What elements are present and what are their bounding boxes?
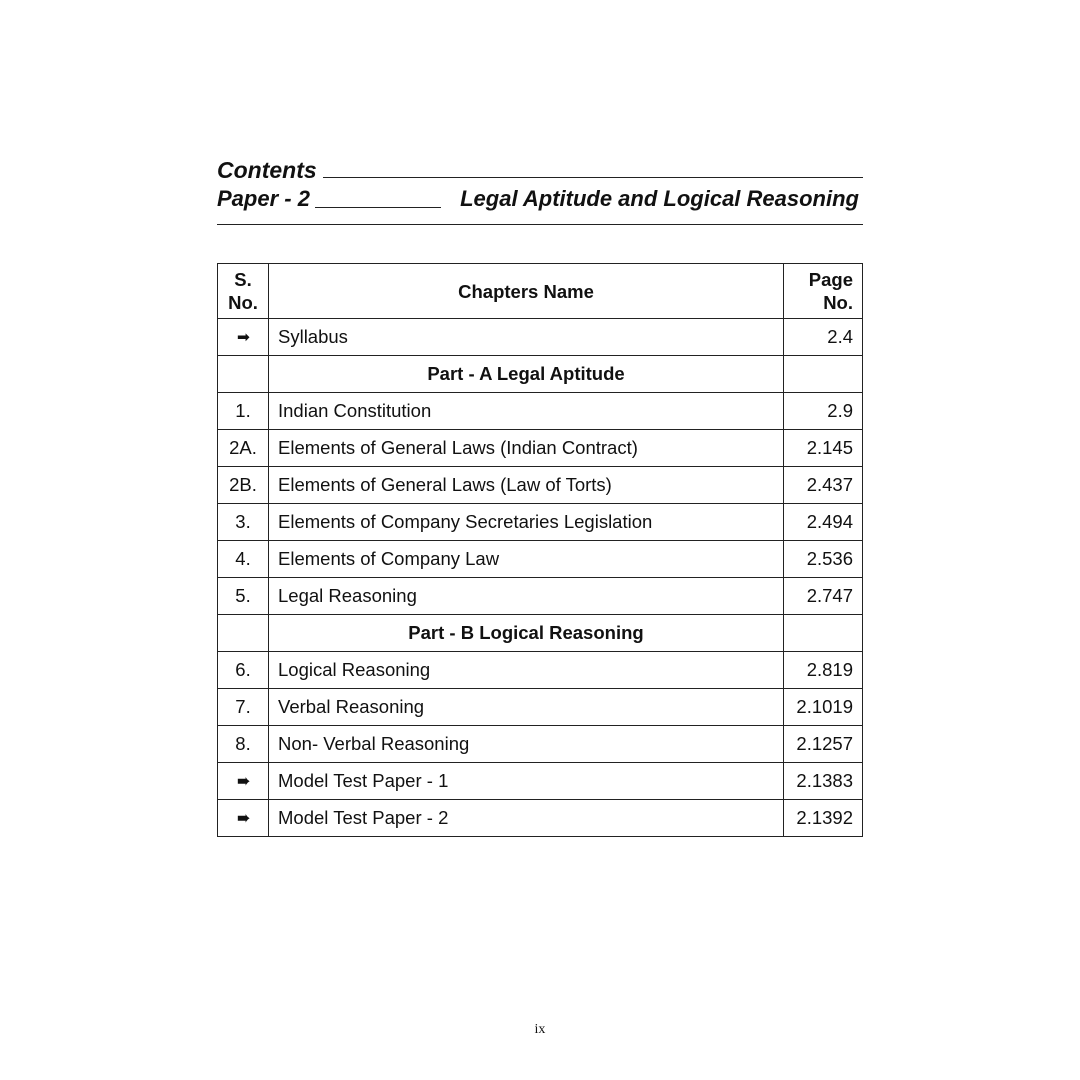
paper-label: Paper - 2 xyxy=(217,186,310,211)
chapter-name: Elements of Company Law xyxy=(269,541,784,578)
contents-title: Contents xyxy=(217,157,317,183)
table-row xyxy=(218,726,863,763)
chapter-name: Elements of Company Secretaries Legislation xyxy=(269,504,784,541)
table-row xyxy=(218,430,863,467)
page-number-cell: 2.4 xyxy=(784,319,863,356)
paper-fill-line xyxy=(315,207,441,208)
table-row xyxy=(218,504,863,541)
chapter-name: Syllabus xyxy=(269,319,784,356)
chapter-name: Verbal Reasoning xyxy=(269,689,784,726)
section-row xyxy=(218,615,863,652)
serial-number: 6. xyxy=(218,652,269,689)
table-row xyxy=(218,393,863,430)
page-number-cell: 2.1019 xyxy=(784,689,863,726)
serial-number: 5. xyxy=(218,578,269,615)
page-number-cell: 2.1257 xyxy=(784,726,863,763)
chapter-name: Model Test Paper - 2 xyxy=(269,800,784,837)
table-row xyxy=(218,689,863,726)
contents-fill-line xyxy=(323,177,863,178)
page-number-cell: 2.437 xyxy=(784,467,863,504)
page-number-cell: 2.747 xyxy=(784,578,863,615)
table-row xyxy=(218,541,863,578)
table-body xyxy=(218,319,863,837)
page-number: ix xyxy=(534,1022,546,1037)
serial-number: 7. xyxy=(218,689,269,726)
table-row xyxy=(218,763,863,800)
chapter-name: Model Test Paper - 1 xyxy=(269,763,784,800)
page-number-cell: 2.494 xyxy=(784,504,863,541)
chapter-name: Elements of General Laws (Indian Contract) xyxy=(269,430,784,467)
serial-number: 3. xyxy=(218,504,269,541)
page-number-cell: 2.819 xyxy=(784,652,863,689)
section-sno-cell xyxy=(218,356,269,393)
chapter-name: Logical Reasoning xyxy=(269,652,784,689)
contents-table xyxy=(217,263,863,837)
page-number-cell: 2.1392 xyxy=(784,800,863,837)
table-row xyxy=(218,800,863,837)
arrow-icon: ➠ xyxy=(218,800,269,837)
section-title: Part - A Legal Aptitude xyxy=(269,356,784,393)
table-row xyxy=(218,319,863,356)
page-header-line2: No. xyxy=(823,292,853,313)
table-row xyxy=(218,652,863,689)
chapter-name: Elements of General Laws (Law of Torts) xyxy=(269,467,784,504)
page-number-cell: 2.9 xyxy=(784,393,863,430)
table-row xyxy=(218,578,863,615)
serial-number: 1. xyxy=(218,393,269,430)
page-header-line1: Page xyxy=(808,269,853,290)
page-number-cell: 2.145 xyxy=(784,430,863,467)
chapter-header: Chapters Name xyxy=(269,264,784,319)
section-title: Part - B Logical Reasoning xyxy=(269,615,784,652)
sno-header xyxy=(218,264,269,319)
paper-subject: Legal Aptitude and Logical Reasoning xyxy=(460,186,859,211)
serial-number: 2B. xyxy=(218,467,269,504)
sno-header-line1: S. xyxy=(234,269,252,290)
header-divider xyxy=(217,224,863,225)
page-number-cell: 2.1383 xyxy=(784,763,863,800)
page-header xyxy=(784,264,863,319)
section-page-cell xyxy=(784,615,863,652)
serial-number: 4. xyxy=(218,541,269,578)
chapter-name: Indian Constitution xyxy=(269,393,784,430)
table-header-row xyxy=(218,264,863,319)
arrow-icon: ➟ xyxy=(218,319,269,356)
arrow-icon: ➠ xyxy=(218,763,269,800)
page-number-cell: 2.536 xyxy=(784,541,863,578)
chapter-name: Legal Reasoning xyxy=(269,578,784,615)
table-row xyxy=(218,467,863,504)
serial-number: 2A. xyxy=(218,430,269,467)
section-sno-cell xyxy=(218,615,269,652)
sno-header-line2: No. xyxy=(228,292,258,313)
section-row xyxy=(218,356,863,393)
paper-heading xyxy=(217,185,863,213)
serial-number: 8. xyxy=(218,726,269,763)
section-page-cell xyxy=(784,356,863,393)
chapter-name: Non- Verbal Reasoning xyxy=(269,726,784,763)
contents-heading xyxy=(217,156,863,184)
